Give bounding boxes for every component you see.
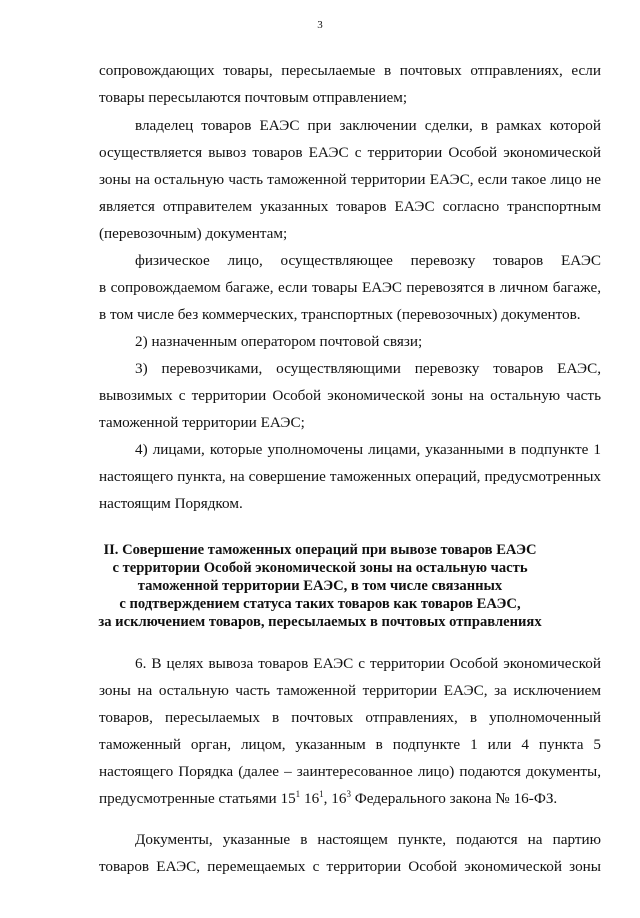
text-line: товаров, пересылаемых в почтовых отправлениях, в уполномоченный [99,709,601,726]
superscript: 3 [346,789,351,799]
text-fragment: предусмотренные статьями 15 [99,790,296,807]
text-line: настоящим Порядком. [99,495,243,512]
text-line: товары пересылаются почтовым отправлением; [99,89,408,106]
text-line: 4) лицами, которые уполномочены лицами, указанными в подпункте 1 [135,441,601,458]
page-number: 3 [317,19,323,31]
text-line: вывозимых с территории Особой экономической зоны на остальную часть [99,387,601,404]
text-fragment: Федерального закона № 16-ФЗ. [350,790,558,807]
text-line: таможенный орган, лицом, указанным в подпункте 1 или 4 пункта 5 [99,736,601,753]
text-line: физическое лицо, осуществляющее перевозку товаров ЕАЭС [135,252,601,269]
text-fragment: , 16 [323,790,347,807]
text-fragment: 16 [300,790,320,807]
text-line: осуществляется вывоз товаров ЕАЭС с территории Особой экономической [99,144,601,161]
statute-reference-line [99,789,601,809]
text-line: в сопровождаемом багаже, если товары ЕАЭС перевозятся в личном багаже, [99,279,601,296]
text-line: 2) назначенным оператором почтовой связи; [135,333,423,350]
text-line: владелец товаров ЕАЭС при заключении сделки, в рамках которой [135,117,601,134]
superscript: 1 [319,789,324,799]
text-line: сопровождающих товары, пересылаемые в почтовых отправлениях, если [99,62,601,79]
section-heading-line: за исключением товаров, пересылаемых в почтовых отправлениях [98,614,542,630]
section-heading-line: с территории Особой экономической зоны на остальную часть [112,560,528,576]
text-line: зоны на остальную часть таможенной территории ЕАЭС, если такое лицо не [99,171,601,188]
text-line: является отправителем указанных товаров ЕАЭС согласно транспортным [99,198,601,215]
text-line: Документы, указанные в настоящем пункте, подаются на партию [135,831,601,848]
text-line: товаров ЕАЭС, перемещаемых с территории Особой экономической зоны [99,858,601,875]
text-line: зоны на остальную часть таможенной территории ЕАЭС, за исключением [99,682,601,699]
text-line: таможенной территории ЕАЭС; [99,414,305,431]
section-heading-line: с подтверждением статуса таких товаров как товаров ЕАЭС, [119,596,521,612]
section-heading-line: таможенной территории ЕАЭС, в том числе связанных [137,578,503,594]
section-heading-line: II. Совершение таможенных операций при вывозе товаров ЕАЭС [103,542,537,558]
text-line: в том числе без коммерческих, транспортных (перевозочных) документов. [99,306,581,323]
text-line: 6. В целях вывоза товаров ЕАЭС с территории Особой экономической [135,655,601,672]
superscript: 1 [295,789,301,799]
text-line: настоящего Порядка (далее – заинтересованное лицо) подаются документы, [99,763,601,780]
text-line: 3) перевозчиками, осуществляющими перевозку товаров ЕАЭС, [135,360,601,377]
text-line: настоящего пункта, на совершение таможенных операций, предусмотренных [99,468,601,485]
text-line: (перевозочным) документам; [99,225,288,242]
